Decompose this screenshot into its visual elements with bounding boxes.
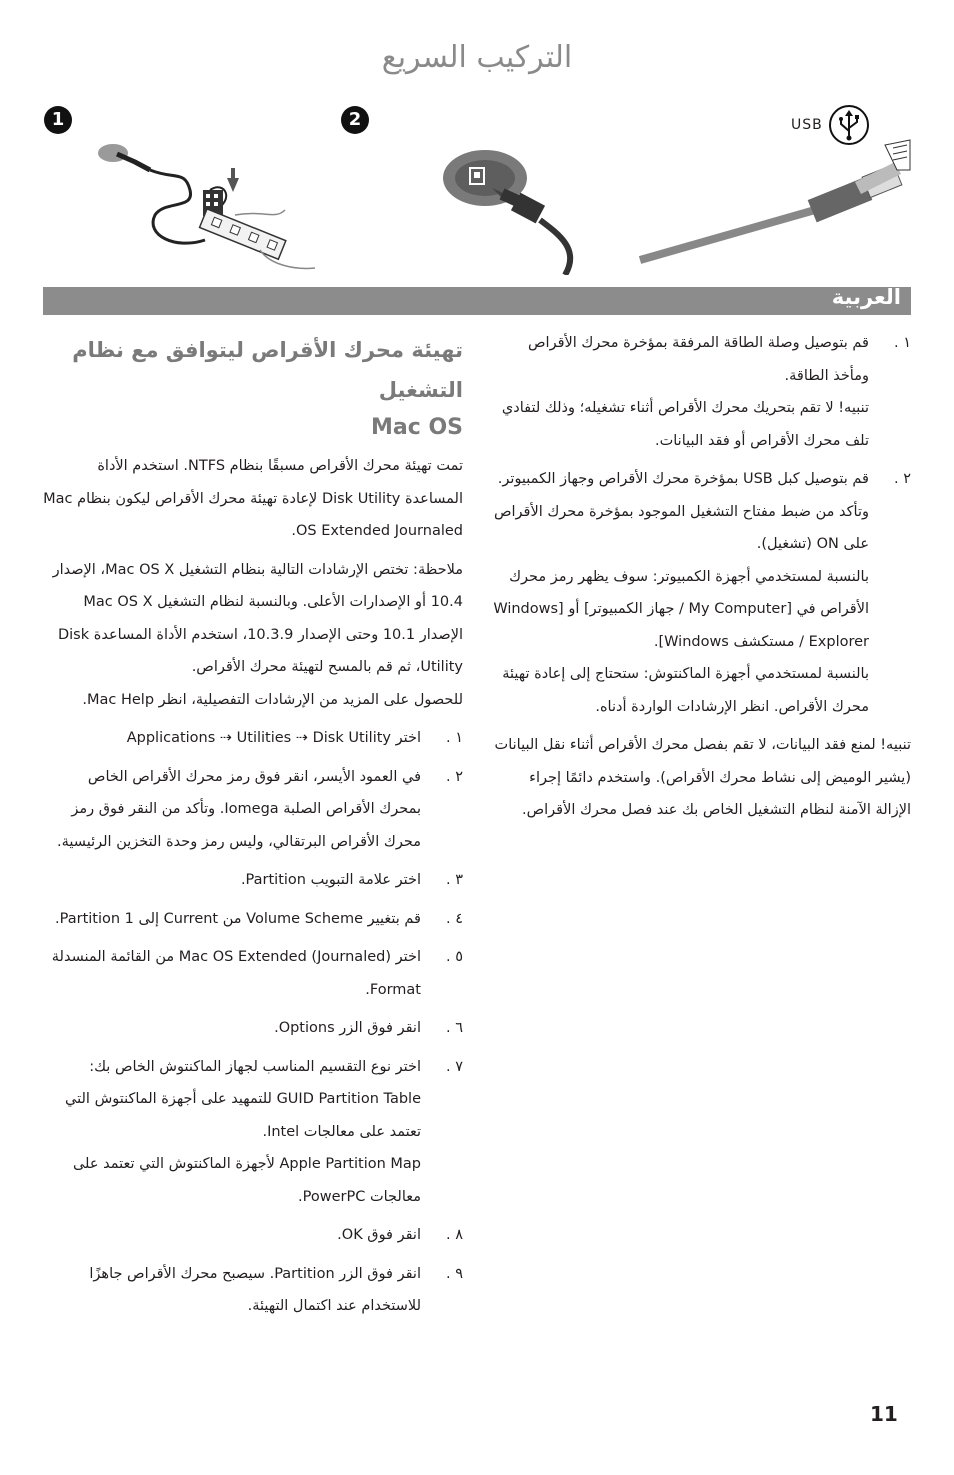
step-2-badge: 2	[341, 106, 369, 134]
item-number: ٦ .	[445, 1020, 463, 1036]
usb-cable-illustration	[440, 150, 590, 275]
left-column	[43, 330, 463, 1323]
item-text: قم بتوصيل كبل USB بمؤخرة محرك الأقراص وجهاز الكمبيوتر. وتأكد من ضبط مفتاح التشغيل الموجود بمؤخرة محرك الأقراص على ON (تشغيل).	[493, 471, 869, 552]
item-text: انقر فوق الزر Partition. سيصبح محرك الأقراص جاهزًا للاستخدام عند اكتمال التهيئة.	[89, 1265, 421, 1314]
item-number: ١ .	[445, 730, 463, 746]
section-heading-os: Mac OS	[371, 415, 463, 440]
item-number: ٤ .	[445, 910, 463, 927]
sub-item-text: GUID Partition Table للتمهيد على أجهزة الماكنتوش التي تعتمد على معالجات Intel.	[65, 1091, 421, 1140]
step-1-badge: 1	[44, 106, 72, 134]
item-text: اختر Mac OS Extended (Journaled) من القائمة المنسدلة Format.	[51, 949, 421, 998]
sub-item-text: Apple Partition Map لأجهزة الماكنتوش التي تعتمد على معالجات PowerPC.	[72, 1156, 421, 1205]
page-title: التركيب السريع	[381, 40, 573, 75]
list-item	[43, 761, 463, 859]
item-number: ٧ .	[445, 1058, 463, 1075]
pc-instructions: بالنسبة لمستخدمي أجهزة الكمبيوتر: سوف يظهر رمز محرك الأقراص في [My Computer / جهاز الكمبيوتر] أو [Windows Explorer / مستكشف Windows].	[493, 568, 869, 650]
list-item	[493, 463, 911, 723]
item-text: انقر فوق OK.	[337, 1227, 421, 1243]
list-item	[43, 722, 463, 755]
item-number: ١ .	[893, 335, 911, 351]
warning-text: تنبيه! لا تقم بتحريك محرك الأقراص أثناء تشغيله؛ وذلك لتفادي تلف محرك الأقراص أو فقد البيانات.	[501, 400, 869, 449]
item-text: اختر Applications ⇢ Utilities ⇢ Disk Utility	[126, 730, 421, 746]
item-number: ٢ .	[893, 471, 911, 487]
power-cable-illustration	[95, 140, 320, 275]
more-info-text: للحصول على المزيد من الإرشادات التفصيلية، انظر Mac Help.	[82, 691, 463, 708]
item-text: اختر علامة التبويب Partition.	[240, 872, 421, 888]
page-number: 11	[870, 1402, 898, 1426]
note-text: ملاحظة: تختص الإرشادات التالية بنظام التشغيل Mac OS X، الإصدار 10.4 أو الإصدارات الأعلى. وبالنسبة لنظام التشغيل Mac OS X الإصدار 10.1 وحتى الإصدار 10.3.9، استخدم الأداة المساعدة Disk Utility، ثم قم بالمسح لتهيئة محرك الأقراص.	[52, 561, 463, 675]
item-number: ٢ .	[445, 768, 463, 785]
language-label: العربية	[831, 285, 901, 309]
item-text: اختر نوع التقسيم المناسب لجهاز الماكنتوش الخاص بك:	[89, 1058, 421, 1075]
item-number: ٨ .	[445, 1227, 463, 1243]
item-number: ٩ .	[445, 1265, 463, 1282]
usb-label: USB	[791, 117, 823, 133]
item-text: قم بتغيير Volume Scheme من Current إلى Partition 1.	[55, 910, 421, 927]
list-item	[43, 903, 463, 936]
intro-text: تمت تهيئة محرك الأقراص مسبقًا بنظام NTFS. استخدم الأداة المساعدة Disk Utility لإعادة تهيئة محرك الأقراص ليكون بنظام Mac OS Extended Journaled.	[43, 458, 463, 539]
usb-plug-illustration	[635, 130, 915, 270]
list-item	[43, 941, 463, 1006]
usb-symbol-icon	[828, 104, 870, 146]
warning-text: تنبيه! لمنع فقد البيانات، لا تقم بفصل محرك الأقراص أثناء نقل البيانات (يشير الوميض إلى نشاط محرك الأقراص). واستخدم دائمًا إجراء الإزالة الآمنة لنظام التشغيل الخاص بك عند فصل محرك الأقراص.	[494, 737, 911, 818]
right-column	[493, 327, 911, 827]
list-item	[43, 1258, 463, 1323]
list-item	[493, 327, 911, 457]
item-number: ٥ .	[445, 949, 463, 965]
list-item	[43, 1219, 463, 1252]
item-number: ٣ .	[445, 872, 463, 888]
list-item	[43, 864, 463, 897]
list-item	[43, 1051, 463, 1214]
item-text: في العمود الأيسر، انقر فوق رمز محرك الأقراص الخاص بمحرك الأقراص الصلبة Iomega. وتأكد من النقر فوق رمز محرك الأقراص البرتقالي، وليس رمز وحدة التخزين الرئيسية.	[57, 768, 421, 850]
item-text: قم بتوصيل وصلة الطاقة المرفقة بمؤخرة محرك الأقراص ومأخذ الطاقة.	[528, 335, 869, 384]
mac-instructions: بالنسبة لمستخدمي أجهزة الماكنتوش: ستحتاج إلى إعادة تهيئة محرك الأقراص. انظر الإرشادات الواردة أدناه.	[502, 666, 869, 715]
language-bar	[43, 287, 911, 315]
list-item	[43, 1012, 463, 1045]
section-heading: تهيئة محرك الأقراص ليتوافق مع نظام التشغيل	[72, 338, 463, 402]
item-text: انقر فوق الزر Options.	[274, 1020, 421, 1036]
